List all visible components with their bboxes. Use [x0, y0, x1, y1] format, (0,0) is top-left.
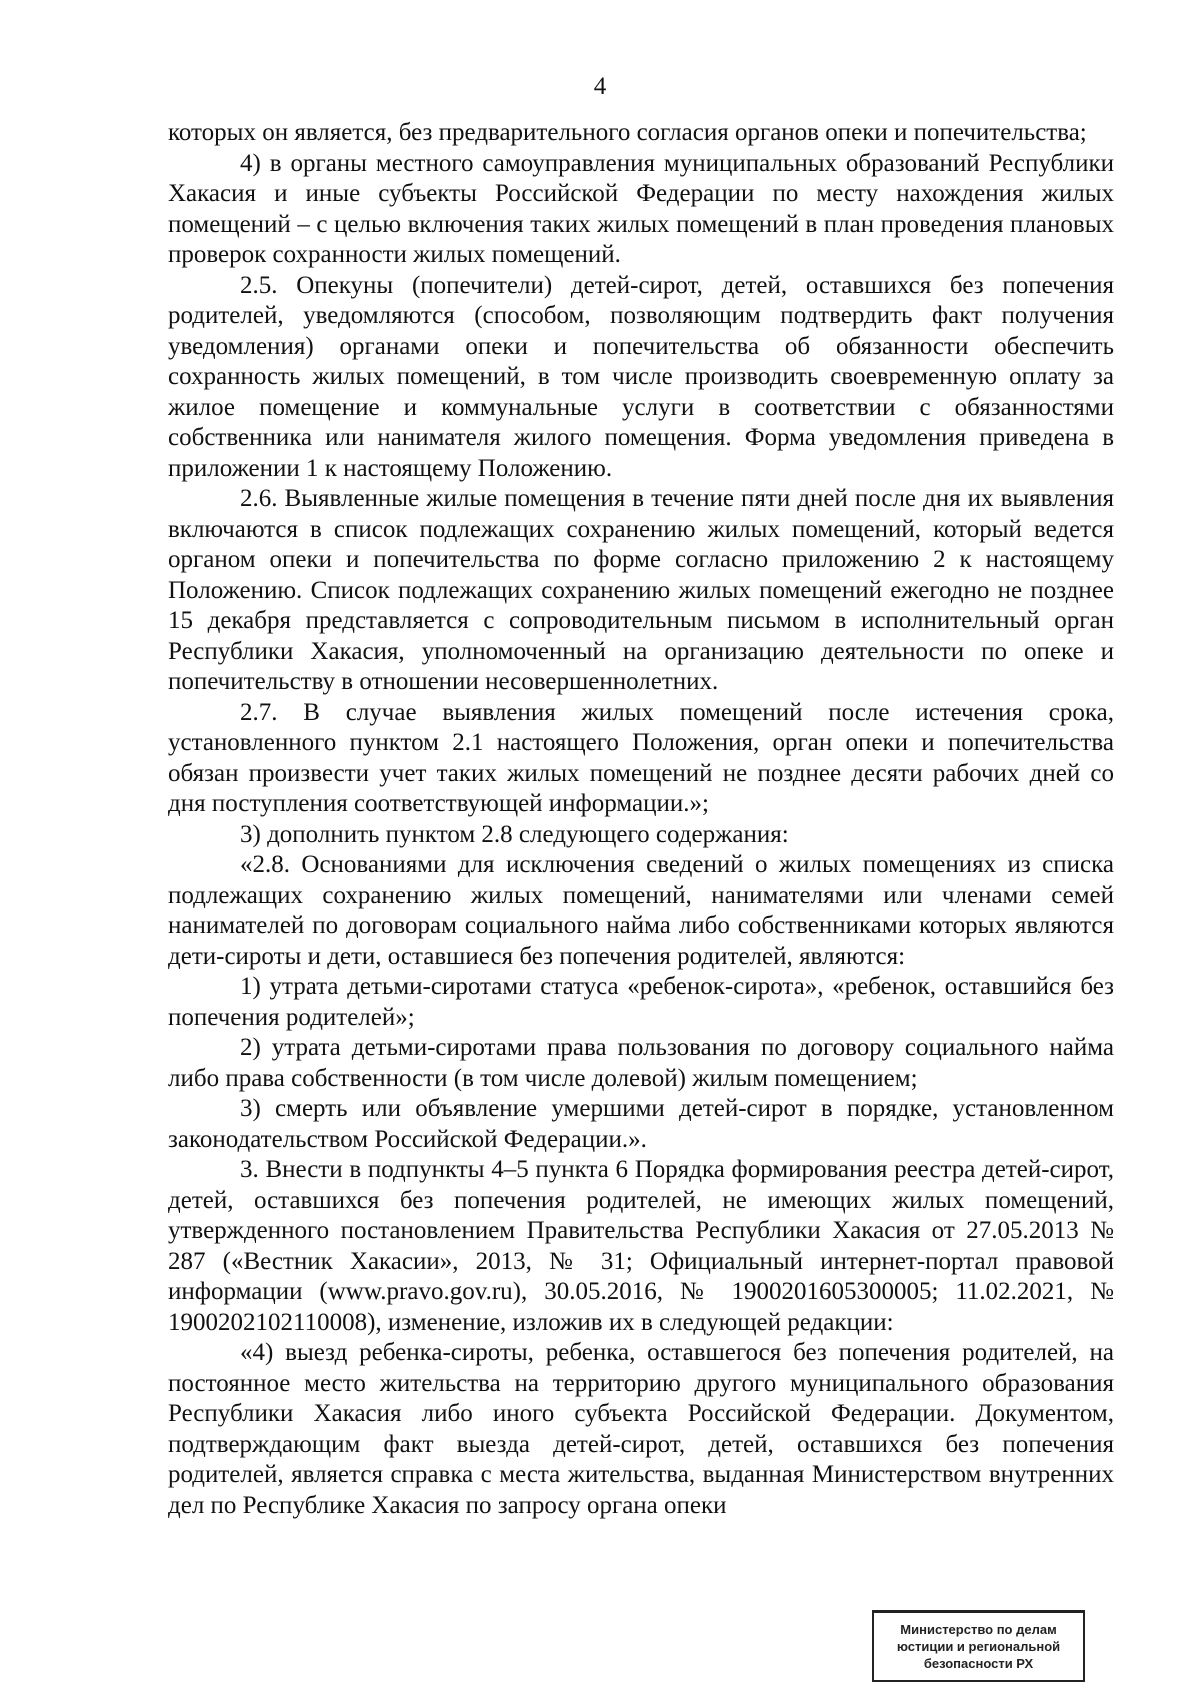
paragraph: «4) выезд ребенка-сироты, ребенка, оставшегося без попечения родителей, на постоянное место жительства на территорию другого муниципального образования Республики Хакасия либо иного субъекта Российской Федерации. Документом, подтверждающим факт выезда детей-сирот, детей, оставшихся без попечения родителей, является справка с места жительства, выданная Министерством внутренних дел по Республике Хакасия по запросу органа опеки [168, 1339, 1114, 1519]
paragraph: «2.8. Основаниями для исключения сведений о жилых помещениях из списка подлежащих сохранению жилых помещений, нанимателями или членами семей нанимателей по договорам социального найма либо собственниками которых являются дети-сироты и дети, оставшиеся без попечения родителей, являются: [168, 851, 1114, 970]
paragraph: 2.7. В случае выявления жилых помещений после истечения срока, установленного пунктом 2.1 настоящего Положения, орган опеки и попечительства обязан произвести учет таких жилых помещений не позднее десяти рабочих дней со дня поступления соответствующей информации.»; [168, 698, 1114, 817]
paragraph: 4) в органы местного самоуправления муниципальных образований Республики Хакасия и иные субъекты Российской Федерации по месту нахождения жилых помещений – с целью включения таких жилых помещений в план проведения плановых проверок сохранности жилых помещений. [168, 149, 1114, 268]
stamp-line: безопасности РХ [923, 1656, 1034, 1671]
ministry-stamp [872, 1610, 1085, 1682]
stamp-line: юстиции и региональной [896, 1639, 1061, 1654]
stamp-line: Министерство по делам [900, 1622, 1057, 1637]
paragraph: 3) дополнить пунктом 2.8 следующего содержания: [240, 820, 789, 848]
paragraph: 2) утрата детьми-сиротами права пользования по договору социального найма либо права собственности (в том числе долевой) жилым помещением; [168, 1034, 1114, 1092]
paragraph: 2.5. Опекуны (попечители) детей-сирот, детей, оставшихся без попечения родителей, уведомляются (способом, позволяющим подтвердить факт получения уведомления) органами опеки и попечительства об обязанности обеспечить сохранность жилых помещений, в том числе производить своевременную оплату за жилое помещение и коммунальные услуги в соответствии с обязанностями собственника или нанимателя жилого помещения. Форма уведомления приведена в приложении 1 к настоящему Положению. [168, 271, 1114, 482]
paragraph: 3. Внести в подпункты 4–5 пункта 6 Порядка формирования реестра детей-сирот, детей, оставшихся без попечения родителей, не имеющих жилых помещений, утвержденного постановлением Правительства Республики Хакасия от 27.05.2013 № 287 («Вестник Хакасии», 2013, № 31; Официальный интернет-портал правовой информации (www.pravo.gov.ru), 30.05.2016, № 1900201605300005; 11.02.2021, № 1900202102110008), изменение, изложив их в следующей редакции: [168, 1156, 1114, 1336]
page-number: 4 [593, 73, 607, 100]
paragraph: которых он является, без предварительного согласия органов опеки и попечительства; [168, 119, 1087, 146]
paragraph: 1) утрата детьми-сиротами статуса «ребенок-сирота», «ребенок, оставшийся без попечения родителей»; [168, 973, 1114, 1031]
paragraph: 2.6. Выявленные жилые помещения в течение пяти дней после дня их выявления включаются в список подлежащих сохранению жилых помещений, который ведется органом опеки и попечительства по форме согласно приложению 2 к настоящему Положению. Список подлежащих сохранению жилых помещений ежегодно не позднее 15 декабря представляется с сопроводительным письмом в исполнительный орган Республики Хакасия, уполномоченный на организацию деятельности по опеке и попечительству в отношении несовершеннолетних. [168, 485, 1114, 695]
paragraph: 3) смерть или объявление умершими детей-сирот в порядке, установленном законодательством Российской Федерации.». [168, 1095, 1114, 1153]
document-body [168, 118, 1114, 1521]
